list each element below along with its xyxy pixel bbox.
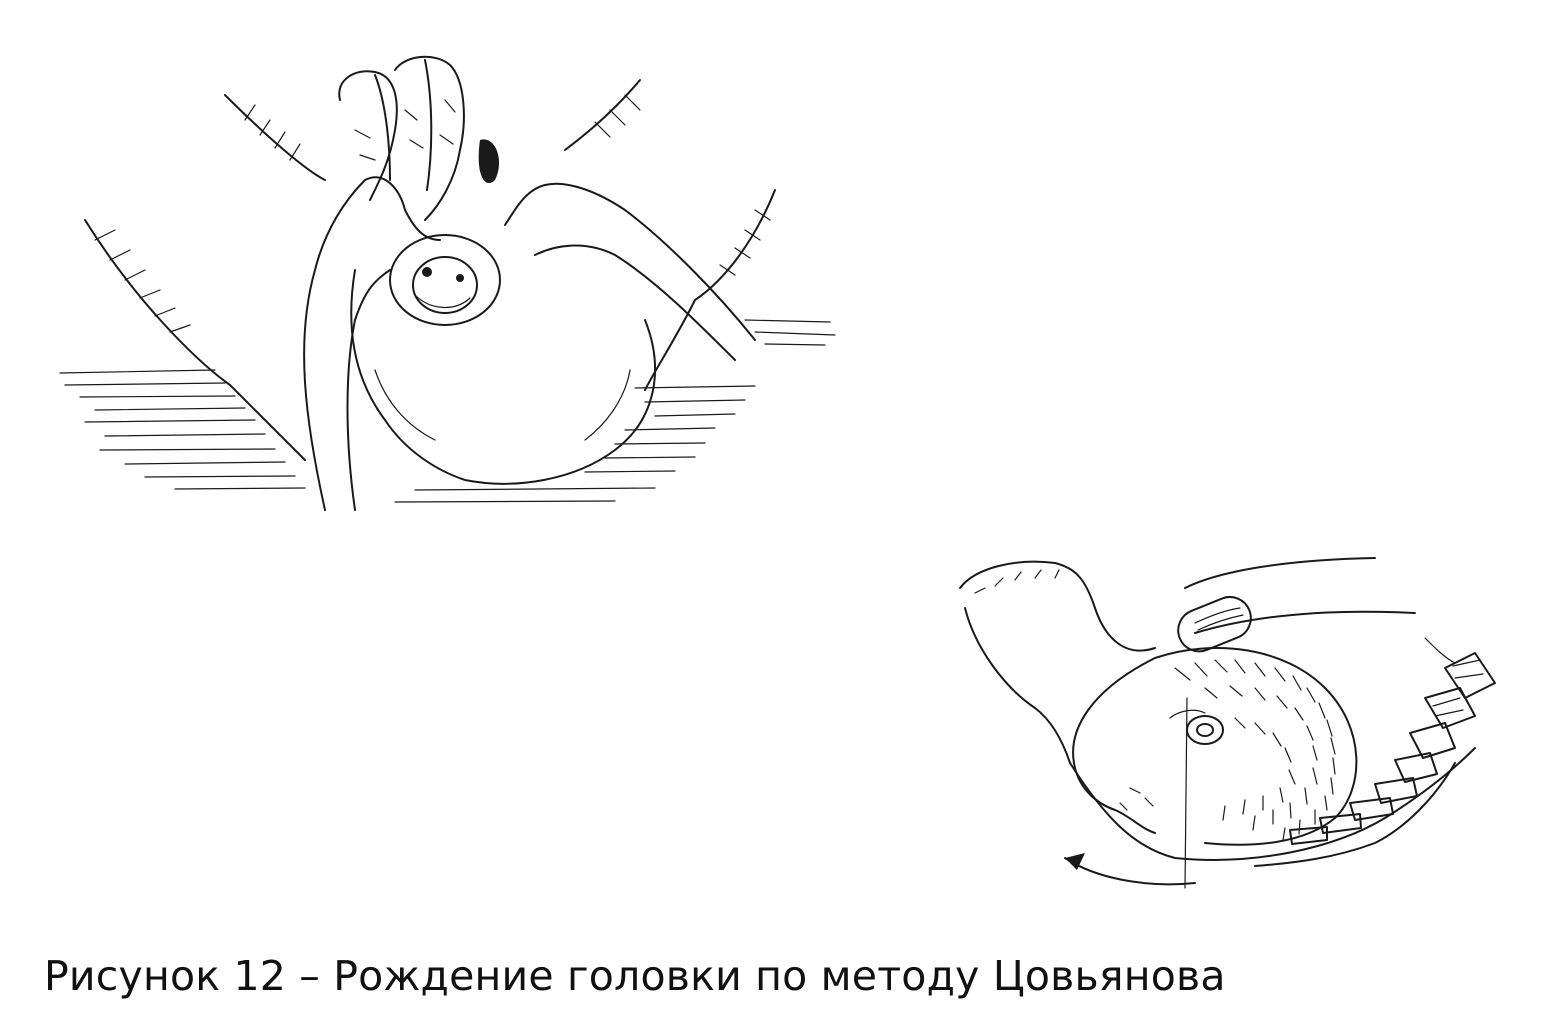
right-leg (565, 80, 640, 150)
direction-arrow (1065, 858, 1195, 884)
front-view-line-art (55, 40, 845, 520)
sagittal-view-line-art (955, 548, 1515, 898)
delivery-hands-front-view-drawing (55, 40, 845, 520)
figure-caption: Рисунок 12 – Рождение головки по методу Цовьянова (44, 952, 1226, 1000)
right-hand (505, 184, 755, 340)
fetal-head (390, 235, 500, 325)
sacrum-segments (1290, 653, 1495, 844)
hair-hatching (1175, 660, 1335, 840)
left-hand (304, 177, 440, 510)
maternal-contour (960, 562, 1155, 651)
ear (1187, 716, 1223, 744)
table-hatching (60, 320, 835, 502)
fetal-head-outline (1073, 648, 1356, 845)
fetal-head-sagittal-section-drawing (955, 548, 1515, 898)
